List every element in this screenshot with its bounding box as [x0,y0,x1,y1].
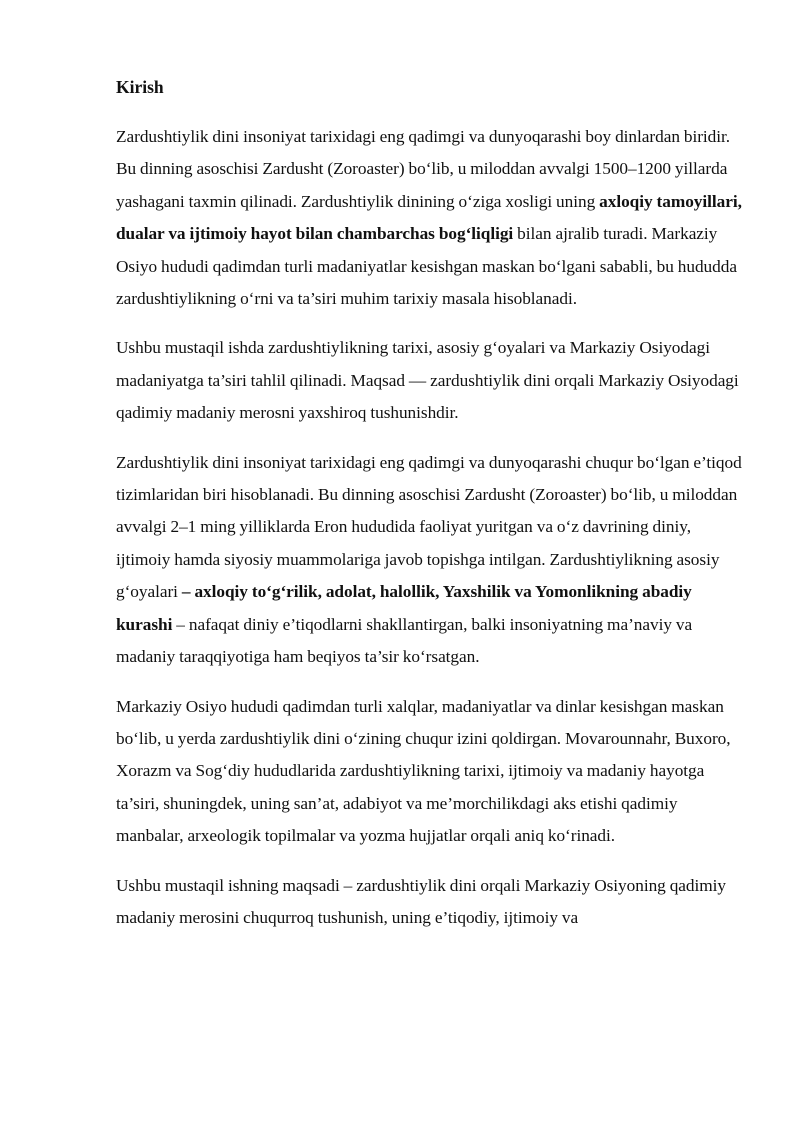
paragraph-1-text-end: bilan ajralib turadi. Markaziy Osiyo hududi qadimdan turli madaniyatlar kesishgan maskan bo‘lgani sababli, bu hududda zardushtiylikning o‘rni va ta’siri muhim tarixiy masala hisoblanadi. [116,224,737,309]
paragraph-5: Ushbu mustaqil ishning maqsadi – zardushtiylik dini orqali Markaziy Osiyoning qadimiy madaniy merosini chuqurroq tushunish, uning e’tiqodiy, ijtimoiy va [116,875,727,927]
paragraph-1 [116,121,744,315]
paragraph-3-text-end: – nafaqat diniy e’tiqodlarni shakllantirgan, balki insoniyatning ma’naviy va madaniy taraqqiyotiga ham beqiyos ta’sir ko‘rsatgan. [116,614,693,667]
paragraph-1-text: Zardushtiylik dini insoniyat tarixidagi eng qadimgi va dunyoqarashi boy dinlardan biridir. Bu dinning asoschisi Zardusht (Zoroaster) bo‘lib, u miloddan avvalgi 1500–1200 yillarda yashagani taxmin qilinadi. Zardushtiylik dinining o‘ziga xosligi uning [116,127,731,211]
paragraph-3 [116,447,744,674]
paragraph-3-text: Zardushtiylik dini insoniyat tarixidagi eng qadimgi va dunyoqarashi chuqur bo‘lgan e’tiqod tizimlaridan biri hisoblanadi. Bu dinning asoschisi Zardusht (Zoroaster) bo‘lib, u miloddan avvalgi 2–1 ming yilliklarda Eron hududida faoliyat yuritgan va o‘z davrining diniy, ijtimoiy hamda siyosiy muammolariga javob topishga intilgan. Zardushtiylikning asosiy g‘oyalari [116,452,742,602]
section-heading: Kirish [116,77,164,97]
paragraph-3-emphasis: – axloqiy to‘g‘rilik, adolat, halollik, Yaxshilik va Yomonlikning abadiy kurashi [116,582,692,634]
paragraph-4: Markaziy Osiyo hududi qadimdan turli xalqlar, madaniyatlar va dinlar kesishgan maskan bo‘lib, u yerda zardushtiylik dini o‘zining chuqur izini qoldirgan. Movarounnahr, Buxoro, Xorazm va Sog‘diy hududlarida zardushtiylikning tarixi, ijtimoiy va madaniy hayotga ta’siri, shuningdek, uning san’at, adabiyot va me’morchilikdagi aks etishi qadimiy manbalar, arxeologik topilmalar va yozma hujjatlar orqali aniq ko‘rinadi. [116,696,731,846]
document-page [116,76,744,951]
paragraph-1-emphasis: axloqiy tamoyillari, dualar va ijtimoiy hayot bilan chambarchas bog‘liqligi [116,191,742,244]
paragraph-2: Ushbu mustaqil ishda zardushtiylikning tarixi, asosiy g‘oyalari va Markaziy Osiyodagi madaniyatga ta’siri tahlil qilinadi. Maqsad — zardushtiylik dini orqali Markaziy Osiyodagi qadimiy madaniy merosni yaxshiroq tushunishdir. [116,338,739,423]
